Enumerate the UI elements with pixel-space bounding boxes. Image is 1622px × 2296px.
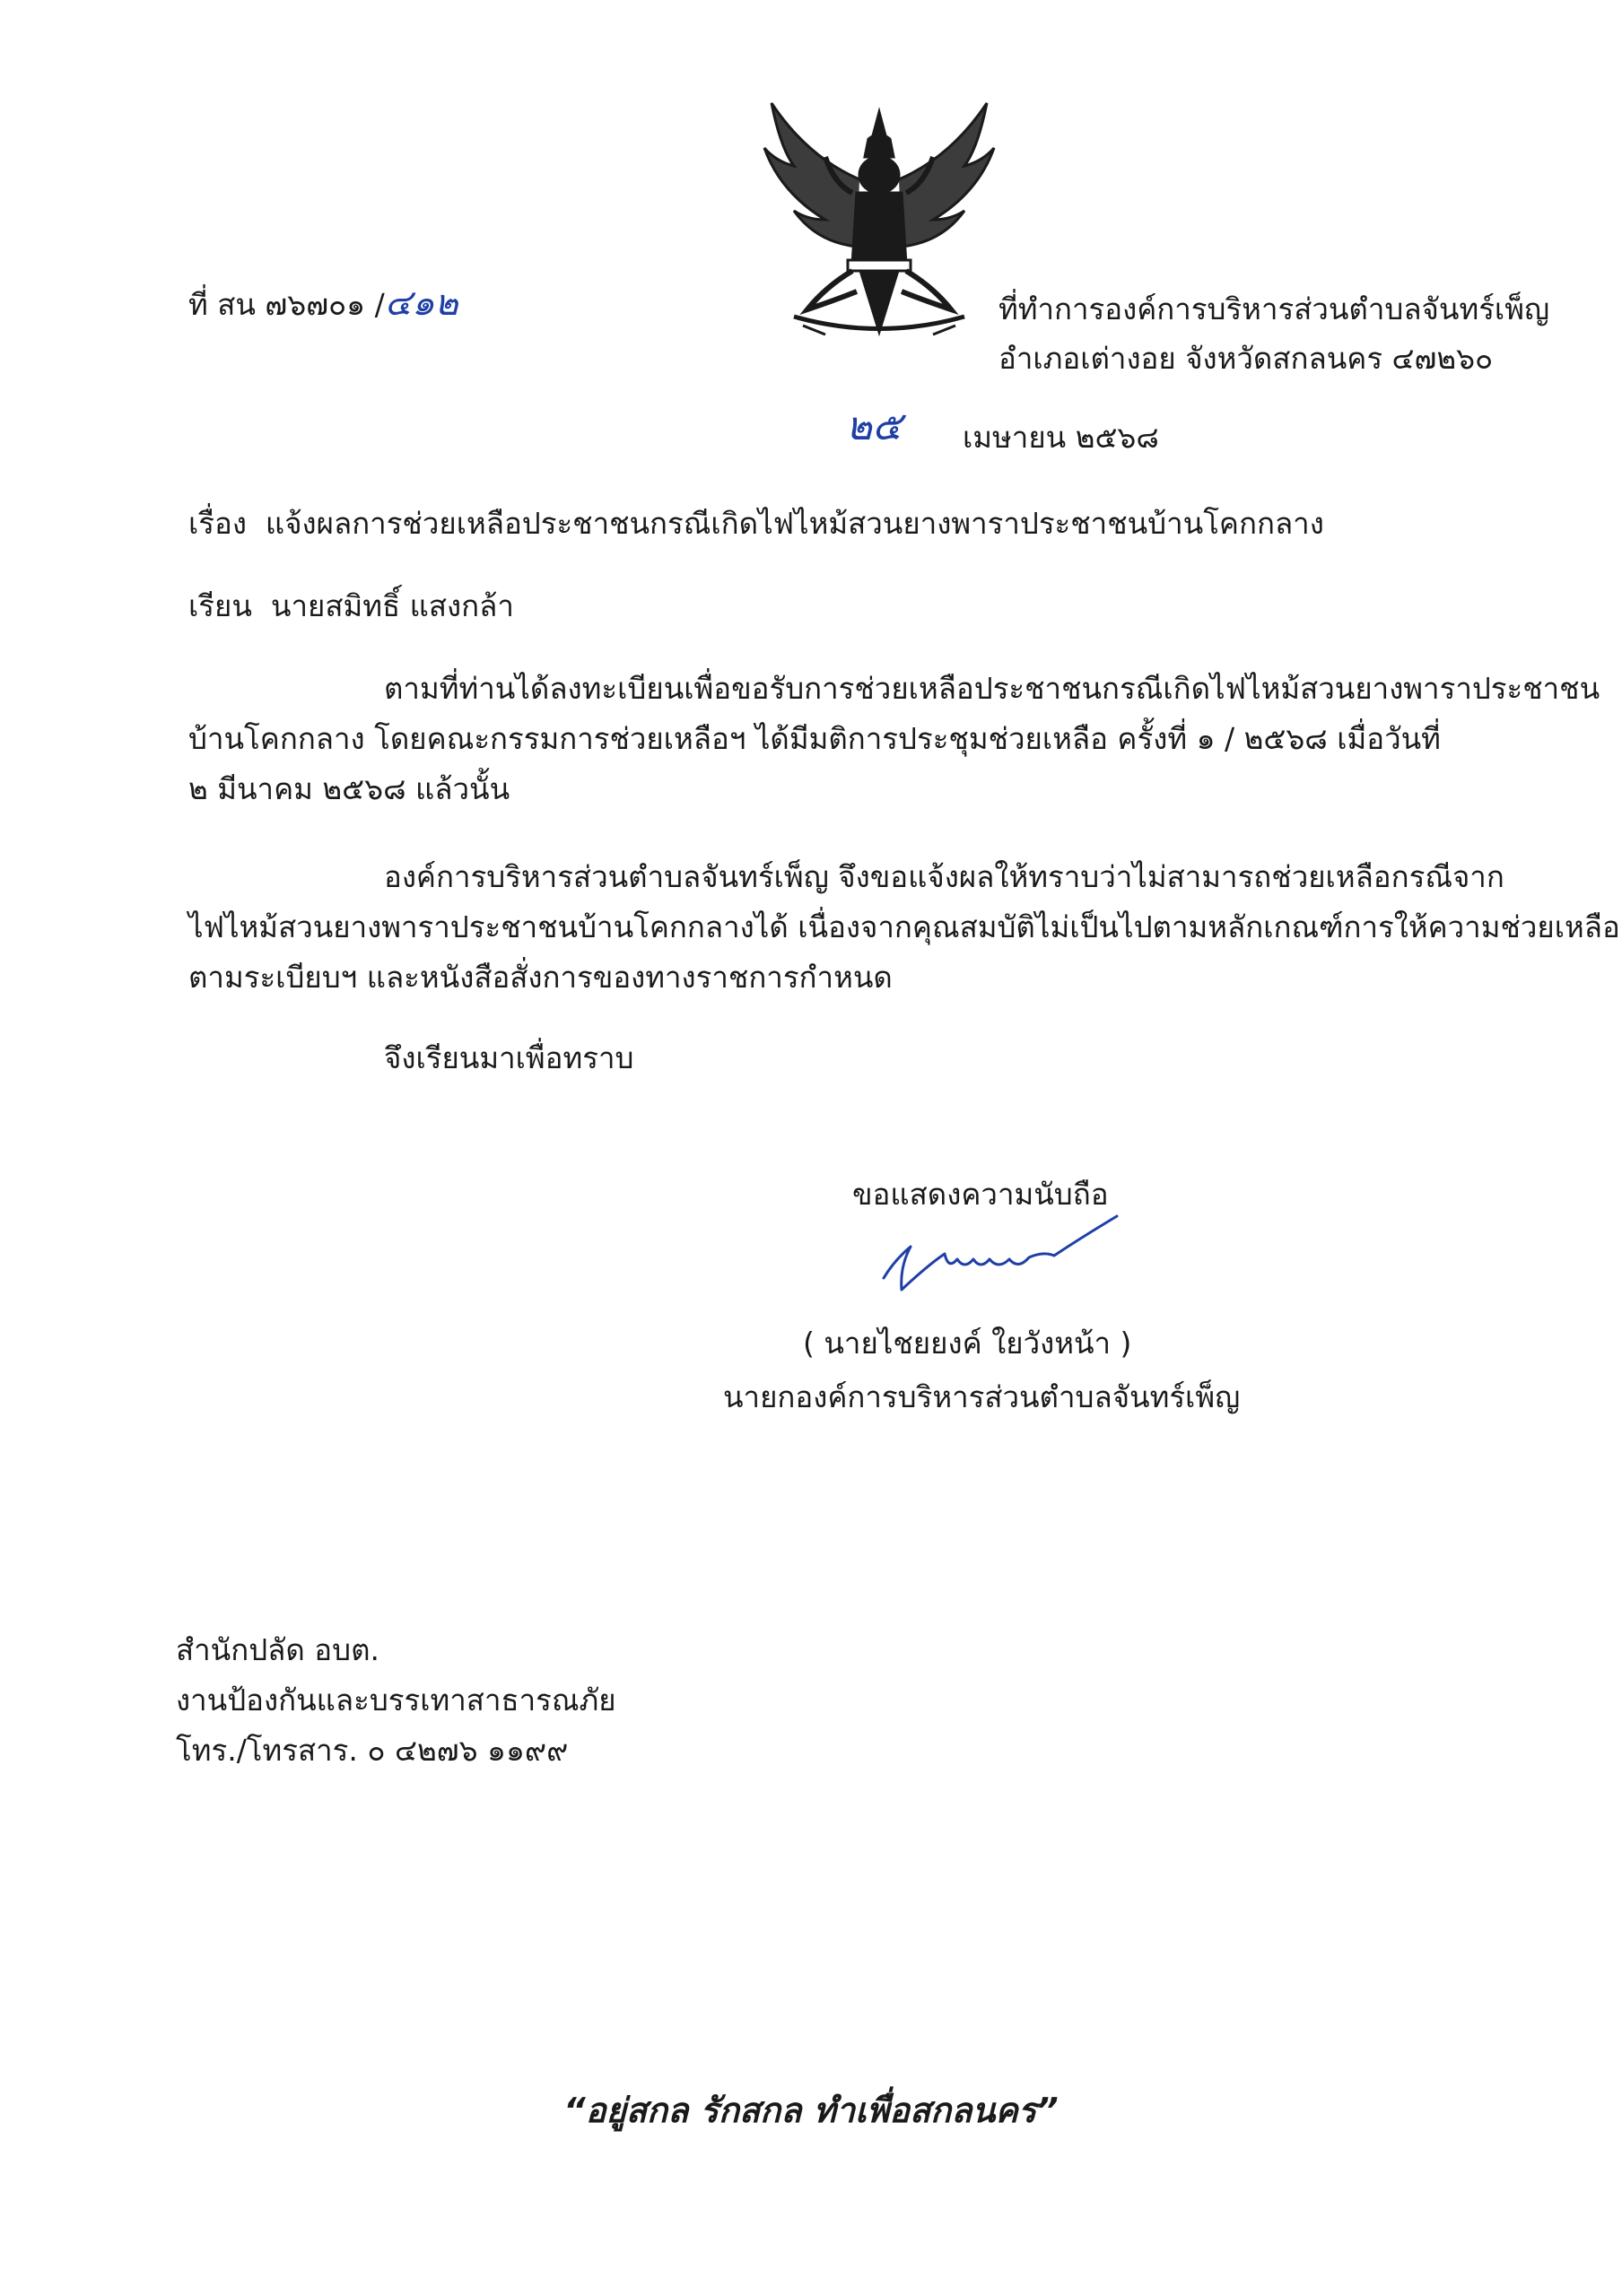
signatory-position: นายกองค์การบริหารส่วนตำบลจันทร์เพ็ญ: [723, 1379, 1241, 1414]
subject-text: แจ้งผลการช่วยเหลือประชาชนกรณีเกิดไฟไหม้สวนยางพาราประชาชนบ้านโคกกลาง: [265, 506, 1324, 541]
body-paragraph-1: [188, 671, 1600, 822]
subject-line: [188, 506, 1324, 542]
closing-line: จึงเรียนมาเพื่อทราบ: [384, 1040, 634, 1075]
body-paragraph-2: [188, 859, 1620, 1010]
reference-number-handwritten: ๔๑๒: [384, 283, 458, 324]
motto: “อยู่สกล รักสกล ทำเพื่อสกลนคร”: [563, 2091, 1059, 2130]
garuda-emblem: [754, 94, 1005, 354]
footer-department: สำนักปลัด อบต.: [176, 1632, 379, 1667]
footer-unit: งานป้องกันและบรรเทาสาธารณภัย: [176, 1683, 616, 1718]
paragraph-line: ๒ มีนาคม ๒๕๖๘ แล้วนั้น: [188, 771, 510, 806]
paragraph-line: บ้านโคกกลาง โดยคณะกรรมการช่วยเหลือฯ ได้มีมติการประชุมช่วยเหลือ ครั้งที่ ๑ / ๒๕๖๘ เมื่อวันที่: [188, 721, 1441, 756]
paragraph-line: องค์การบริหารส่วนตำบลจันทร์เพ็ญ จึงขอแจ้งผลให้ทราบว่าไม่สามารถช่วยเหลือกรณีจาก: [384, 859, 1504, 894]
recipient-name: นายสมิทธิ์ แสงกล้า: [270, 588, 514, 623]
paragraph-line: ไฟไหม้สวนยางพาราประชาชนบ้านโคกกลางได้ เนื่องจากคุณสมบัติไม่เป็นไปตามหลักเกณฑ์การให้ความช่วยเหลือ: [188, 909, 1620, 944]
office-address-line1: ที่ทำการองค์การบริหารส่วนตำบลจันทร์เพ็ญ: [998, 291, 1550, 326]
date-day-handwritten: ๒๕: [846, 404, 903, 449]
paragraph-line: ตามที่ท่านได้ลงทะเบียนเพื่อขอรับการช่วยเหลือประชาชนกรณีเกิดไฟไหม้สวนยางพาราประชาชน: [384, 671, 1600, 706]
date-month-year: เมษายน ๒๕๖๘: [963, 420, 1159, 455]
signature-salutation: ขอแสดงความนับถือ: [852, 1177, 1109, 1212]
office-address-line2: อำเภอเต่างอย จังหวัดสกลนคร ๔๗๒๖๐: [998, 341, 1494, 376]
signatory-name: ( นายไชยยงค์ ใยวังหน้า ): [803, 1326, 1132, 1361]
handwritten-signature: [875, 1211, 1126, 1300]
paragraph-line: ตามระเบียบฯ และหนังสือสั่งการของทางราชการกำหนด: [188, 960, 893, 995]
footer-contact: โทร./โทรสาร. ๐ ๔๒๗๖ ๑๑๙๙: [176, 1733, 569, 1768]
reference-prefix: ที่ สน ๗๖๗๐๑ /: [188, 287, 385, 322]
recipient-label: เรียน: [188, 588, 252, 623]
reference-number: [188, 285, 458, 323]
recipient-line: [188, 588, 514, 624]
subject-label: เรื่อง: [188, 506, 247, 541]
